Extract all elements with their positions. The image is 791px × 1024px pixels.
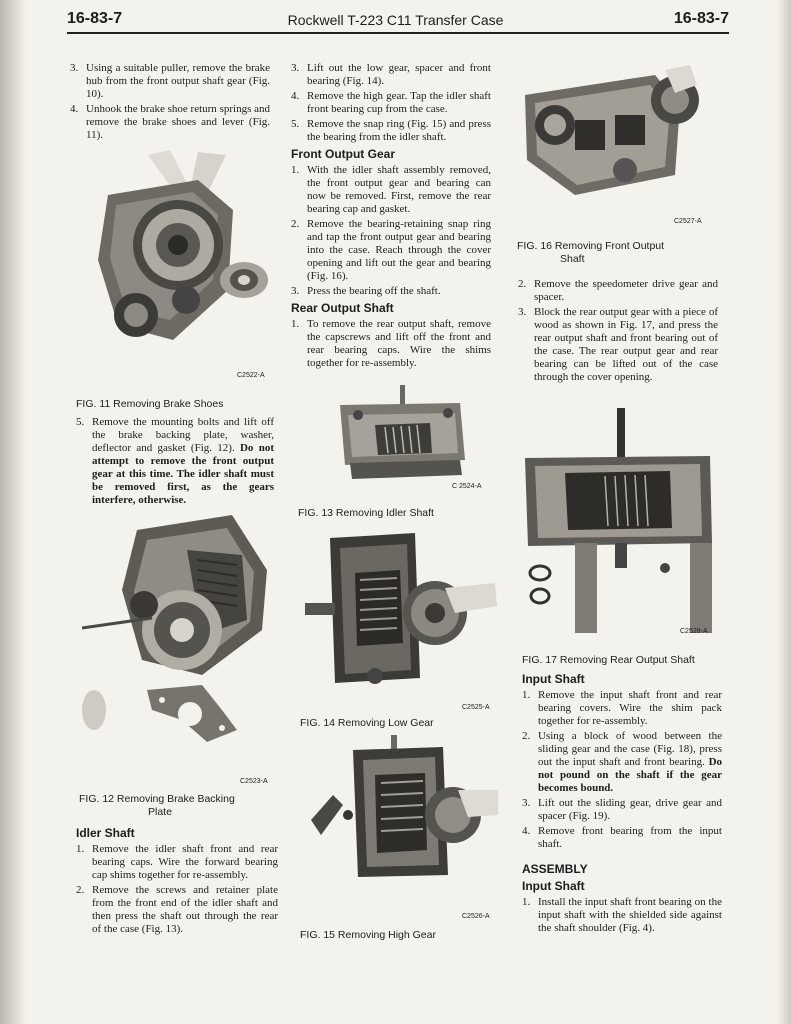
section-heading-idler-shaft: Idler Shaft [76,826,135,840]
list-item: 3. Using a suitable puller, remove the brake hub from the front output shaft gear (Fig. 10). [70,62,270,100]
list-item: 2. Remove the bearing-retaining snap ring and tap the front output gear and bearing into the case. Reach through the cover opening and lift out the gear and bearing (Fig. 16). [291,218,491,282]
list-item: 3. Block the rear output gear with a piece of wood as shown in Fig. 17, and press the rear output shaft and front bearing out of the case. The rear output gear and rear bearing can be lifted out of the case through the cover opening. [518,306,718,383]
list-item: 3. Lift out the sliding gear, drive gear and spacer (Fig. 19). [522,797,722,822]
list-item: 4. Unhook the brake shoe return springs and remove the brake shoes and lever (Fig. 11). [70,103,270,141]
fig17-code: C2528-A [680,628,708,635]
page-title: Rockwell T-223 C11 Transfer Case [287,12,504,28]
fig16-caption-line2: Shaft [560,253,585,265]
fig13-photo [330,385,470,485]
page-number-left: 16-83-7 [67,10,123,27]
col1-step5 [76,416,274,509]
page-number-right: 16-83-7 [673,10,729,27]
fig17-caption: FIG. 17 Removing Rear Output Shaft [522,654,695,666]
list-item: 5. Remove the mounting bolts and lift off the brake backing plate, washer, deflector and gasket (Fig. 12). Do not attempt to remove the front output gear at this time. The idler shaft must be removed first, as the gears interfere, otherwise. [76,416,274,506]
section-heading-assembly-input-shaft: Input Shaft [522,879,585,893]
list-item: 3. Lift out the low gear, spacer and front bearing (Fig. 14). [291,62,491,87]
list-item: 2. Remove the screws and retainer plate from the front end of the idler shaft and then press the shaft out through the rear of the case (Fig. 13). [76,884,278,935]
fig12-caption-line2: Plate [148,806,172,818]
section-heading-input-shaft: Input Shaft [522,672,585,686]
fig16-caption-line1: FIG. 16 Removing Front Output [517,240,665,252]
fig13-code: C 2524-A [452,483,482,490]
page-edge-shadow [777,0,791,1024]
fig12-code: C2523-A [240,778,268,785]
header-rule [67,32,729,34]
fig11-caption: FIG. 11 Removing Brake Shoes [76,398,224,410]
col2-text [291,62,491,372]
list-item: 1. With the idler shaft assembly removed, the front output gear and bearing can now be removed. First, remove the rear bearing cap and gasket. [291,164,491,215]
list-item: 2. Using a block of wood between the sliding gear and the case (Fig. 18), press out the input shaft and front bearing. Do not pound on the shaft if the gear becomes bound. [522,730,723,794]
list-item: 4. Remove front bearing from the input shaft. [522,825,722,850]
section-heading-assembly: ASSEMBLY [522,862,588,876]
fig13-caption: FIG. 13 Removing Idler Shaft [298,507,434,519]
col1-idler-shaft [76,823,278,938]
list-item: 1. Install the input shaft front bearing on the input shaft with the shielded side against the shaft shoulder (Fig. 4). [522,896,722,934]
col1-steps-a [70,62,270,144]
list-item: 4. Remove the high gear. Tap the idler shaft front bearing cup from the case. [291,90,491,115]
fig14-code: C2525-A [462,704,490,711]
fig15-photo [303,735,498,880]
fig12-photo [82,510,272,770]
fig15-caption: FIG. 15 Removing High Gear [300,929,436,941]
list-item: 1. To remove the rear output shaft, remove the capscrews and lift off the front and rear bearing caps. Wire the shims together for re-assembly. [291,318,491,369]
list-item: 3. Press the bearing off the shaft. [291,285,441,297]
fig16-code: C2527-A [674,218,702,225]
page-binding-shadow [0,0,26,1024]
fig16-photo [515,65,705,200]
fig17-photo [520,408,720,633]
fig11-photo [78,150,278,355]
list-item: 1. Remove the idler shaft front and rear bearing caps. Wire the forward bearing cap shims together for re-assembly. [76,843,278,881]
fig14-photo [305,528,500,688]
fig12-caption-line1: FIG. 12 Removing Brake Backing [79,793,235,805]
list-item: 1. Remove the input shaft front and rear bearing covers. Wire the shim pack together for re-assembly. [522,689,722,727]
fig14-caption: FIG. 14 Removing Low Gear [300,717,434,729]
col3-input-shaft [522,669,722,937]
fig11-code: C2522-A [237,372,265,379]
list-item: 5. Remove the snap ring (Fig. 15) and press the bearing from the idler shaft. [291,118,491,143]
list-item: 2. Remove the speedometer drive gear and spacer. [518,278,718,303]
section-heading-front-output-gear: Front Output Gear [291,147,395,161]
section-heading-rear-output-shaft: Rear Output Shaft [291,301,394,315]
col3-steps-a [518,278,718,386]
fig15-code: C2526-A [462,913,490,920]
